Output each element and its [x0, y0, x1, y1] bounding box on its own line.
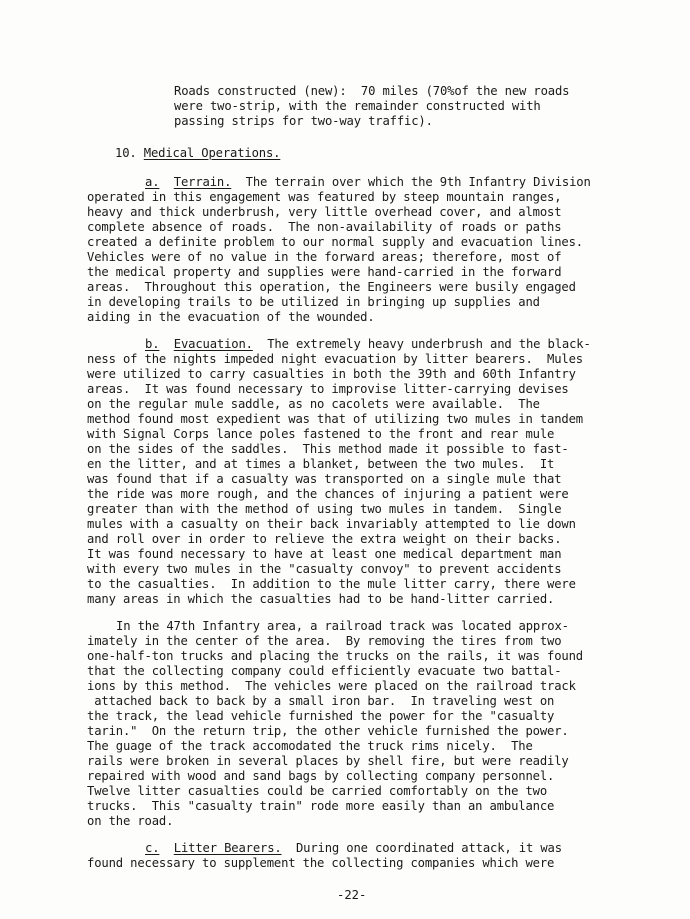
evacuation-line: greater than with the method of using two mules in tandem. Single	[87, 502, 562, 516]
terrain-line: complete absence of roads. The non-availability of roads or paths	[87, 220, 562, 234]
terrain-line: Vehicles were of no value in the forward areas; therefore, most of	[87, 250, 562, 264]
litter-bearers-first-line	[145, 841, 562, 855]
railroad-line: one-half-ton trucks and placing the trucks on the rails, it was found	[87, 649, 583, 663]
terrain-first-line	[145, 175, 591, 189]
terrain-title: Terrain.	[173, 175, 232, 189]
evacuation-line: with every two mules in the "casualty convoy" to prevent accidents	[87, 562, 562, 576]
evacuation-line: were utilized to carry casualties in both the 39th and 60th Infantry	[87, 367, 576, 381]
terrain-label: a.	[145, 175, 160, 189]
intro-line-1: Roads constructed (new): 70 miles (70%of the new roads	[174, 84, 570, 98]
railroad-line: the track, the lead vehicle furnished the power for the "casualty	[87, 709, 555, 723]
litter-bearers-line: found necessary to supplement the collecting companies which were	[87, 856, 555, 870]
evacuation-line: It was found necessary to have at least one medical department man	[87, 547, 562, 561]
railroad-line: The guage of the track accomodated the truck rims nicely. The	[87, 739, 533, 753]
railroad-line: In the 47th Infantry area, a railroad track was located approx-	[116, 619, 569, 633]
railroad-line: ions by this method. The vehicles were placed on the railroad track	[87, 679, 576, 693]
intro-line-2: were two-strip, with the remainder constructed with	[174, 99, 541, 113]
evacuation-line: and roll over in order to relieve the extra weight on their backs.	[87, 532, 562, 546]
terrain-line: aiding in the evacuation of the wounded.	[87, 310, 375, 324]
page-number: -22-	[337, 888, 367, 902]
railroad-line: on the road.	[87, 814, 174, 828]
intro-line-3: passing strips for two-way traffic).	[174, 114, 433, 128]
terrain-line: operated in this engagement was featured by steep mountain ranges,	[87, 190, 562, 204]
railroad-line: tarin." On the return trip, the other vehicle furnished the power.	[87, 724, 569, 738]
railroad-line: imately in the center of the area. By removing the tires from two	[87, 634, 562, 648]
evacuation-line: areas. It was found necessary to improvise litter-carrying devises	[87, 382, 569, 396]
railroad-line: rails were broken in several places by shell fire, but were readily	[87, 754, 569, 768]
railroad-line: trucks. This "casualty train" rode more easily than an ambulance	[87, 799, 555, 813]
evacuation-line: to the casualties. In addition to the mule litter carry, there were	[87, 577, 576, 591]
section-number: 10.	[115, 146, 137, 160]
evacuation-line: ness of the nights impeded night evacuation by litter bearers. Mules	[87, 352, 583, 366]
terrain-first-line-text: The terrain over which the 9th Infantry Division	[231, 175, 591, 189]
litter-bearers-label: c.	[145, 841, 160, 855]
evacuation-line: many areas in which the casualties had to be hand-litter carried.	[87, 592, 555, 606]
terrain-line: the medical property and supplies were hand-carried in the forward	[87, 265, 562, 279]
terrain-line: in developing trails to be utilized in bringing up supplies and	[87, 295, 540, 309]
section-heading	[115, 146, 280, 160]
railroad-line: that the collecting company could efficiently evacuate two battal-	[87, 664, 562, 678]
evacuation-first-line-text: The extremely heavy underbrush and the black-	[252, 337, 591, 351]
railroad-line: repaired with wood and sand bags by collecting company personnel.	[87, 769, 555, 783]
railroad-line: Twelve litter casualties could be carried comfortably on the two	[87, 784, 547, 798]
railroad-line: attached back to back by a small iron bar. In traveling west on	[87, 694, 555, 708]
evacuation-line: on the sides of the saddles. This method made it possible to fast-	[87, 442, 569, 456]
evacuation-line: en the litter, and at times a blanket, between the two mules. It	[87, 457, 555, 471]
evacuation-line: the ride was more rough, and the chances of injuring a patient were	[87, 487, 569, 501]
evacuation-line: was found that if a casualty was transported on a single mule that	[87, 472, 562, 486]
evacuation-label: b.	[145, 337, 160, 351]
section-title: Medical Operations.	[143, 146, 281, 160]
evacuation-first-line	[145, 337, 591, 351]
evacuation-line: on the regular mule saddle, as no cacolets were available. The	[87, 397, 540, 411]
evacuation-line: method found most expedient was that of utilizing two mules in tandem	[87, 412, 583, 426]
litter-bearers-title: Litter Bearers.	[173, 841, 282, 855]
evacuation-title: Evacuation.	[173, 337, 253, 351]
evacuation-line: mules with a casualty on their back invariably attempted to lie down	[87, 517, 576, 531]
terrain-line: created a definite problem to our normal supply and evacuation lines.	[87, 235, 583, 249]
evacuation-line: with Signal Corps lance poles fastened to the front and rear mule	[87, 427, 555, 441]
terrain-line: areas. Throughout this operation, the Engineers were busily engaged	[87, 280, 576, 294]
litter-bearers-first-line-text: During one coordinated attack, it was	[281, 841, 562, 855]
terrain-line: heavy and thick underbrush, very little overhead cover, and almost	[87, 205, 562, 219]
